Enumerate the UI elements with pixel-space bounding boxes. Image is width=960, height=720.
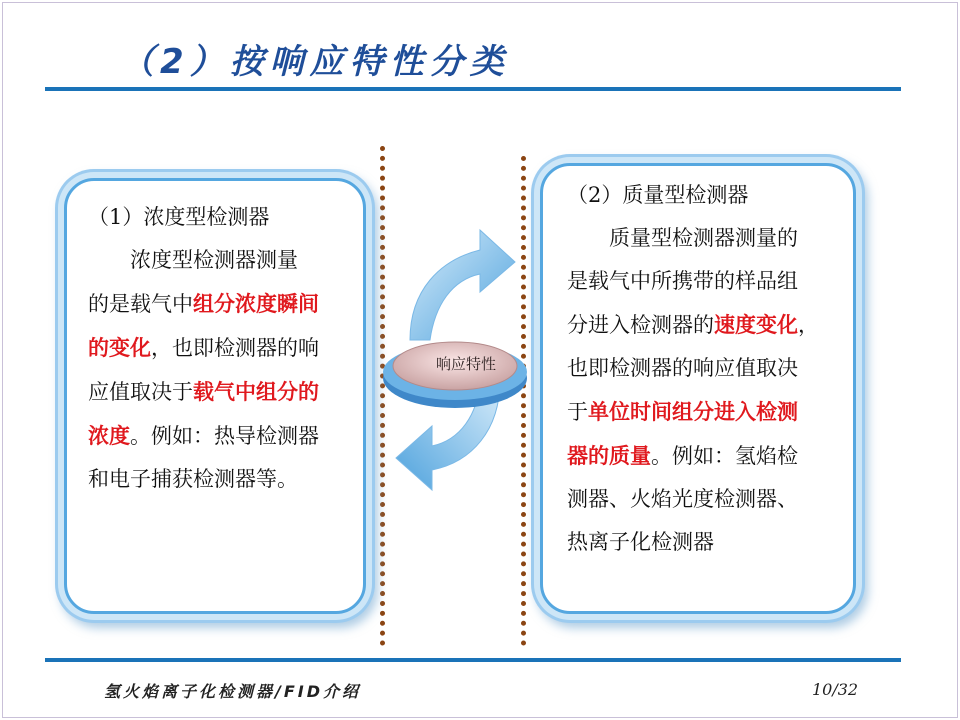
body-text: 浓度型检测器测量 [88, 248, 298, 272]
body-text: 于 [567, 400, 588, 424]
left-card-line [88, 326, 368, 370]
right-card-line [567, 521, 857, 564]
right-card-line [567, 347, 857, 390]
left-card-line [88, 370, 368, 414]
left-card-line [88, 196, 368, 239]
top-rule [45, 87, 901, 91]
body-text: （1）浓度型检测器 [88, 205, 270, 229]
body-text: 是载气中所携带的样品组 [567, 269, 798, 293]
body-text: 分进入检测器的 [567, 313, 714, 337]
slide-title: （2）按响应特性分类 [120, 42, 510, 82]
highlight-text: 的变化 [88, 335, 151, 360]
highlight-text: 浓度 [88, 423, 130, 448]
right-card-line [567, 434, 857, 478]
up-arrow-icon [410, 230, 515, 340]
highlight-text: 载气中组分的 [193, 379, 319, 404]
highlight-text: 器的质量 [567, 443, 651, 468]
right-card-line [567, 217, 857, 260]
body-text: 的是载气中 [88, 292, 193, 316]
concentration-detector-text [88, 196, 368, 501]
right-card-line [567, 390, 857, 434]
body-text: 测器、火焰光度检测器、 [567, 487, 798, 511]
body-text: ， [798, 313, 819, 337]
body-text: 和电子捕获检测器等。 [88, 467, 298, 491]
footer-title: 氢火焰离子化检测器/FID介绍 [104, 682, 362, 701]
right-card-line [567, 260, 857, 303]
body-text: 。例如：热导检测器 [130, 424, 319, 448]
body-text: ，也即检测器的响 [151, 336, 319, 360]
highlight-text: 速度变化 [714, 312, 798, 337]
body-text: 质量型检测器测量的 [567, 226, 798, 250]
body-text: 。例如：氢焰检 [651, 444, 798, 468]
left-card-line [88, 414, 368, 458]
body-text: （2）质量型检测器 [567, 183, 749, 207]
left-card-line [88, 239, 368, 282]
mass-detector-text [567, 174, 857, 564]
body-text: 也即检测器的响应值取决 [567, 356, 798, 380]
highlight-text: 单位时间组分进入检测 [588, 399, 798, 424]
page-number: 10/32 [812, 680, 859, 699]
body-text: 应值取决于 [88, 380, 193, 404]
left-card-line [88, 282, 368, 326]
highlight-text: 组分浓度瞬间 [193, 291, 319, 316]
body-text: 热离子化检测器 [567, 530, 714, 554]
bottom-rule [45, 658, 901, 662]
left-card-line [88, 458, 368, 501]
right-card-line [567, 478, 857, 521]
response-characteristic-label: 响应特性 [435, 355, 496, 373]
right-card-line [567, 174, 857, 217]
right-card-line [567, 303, 857, 347]
